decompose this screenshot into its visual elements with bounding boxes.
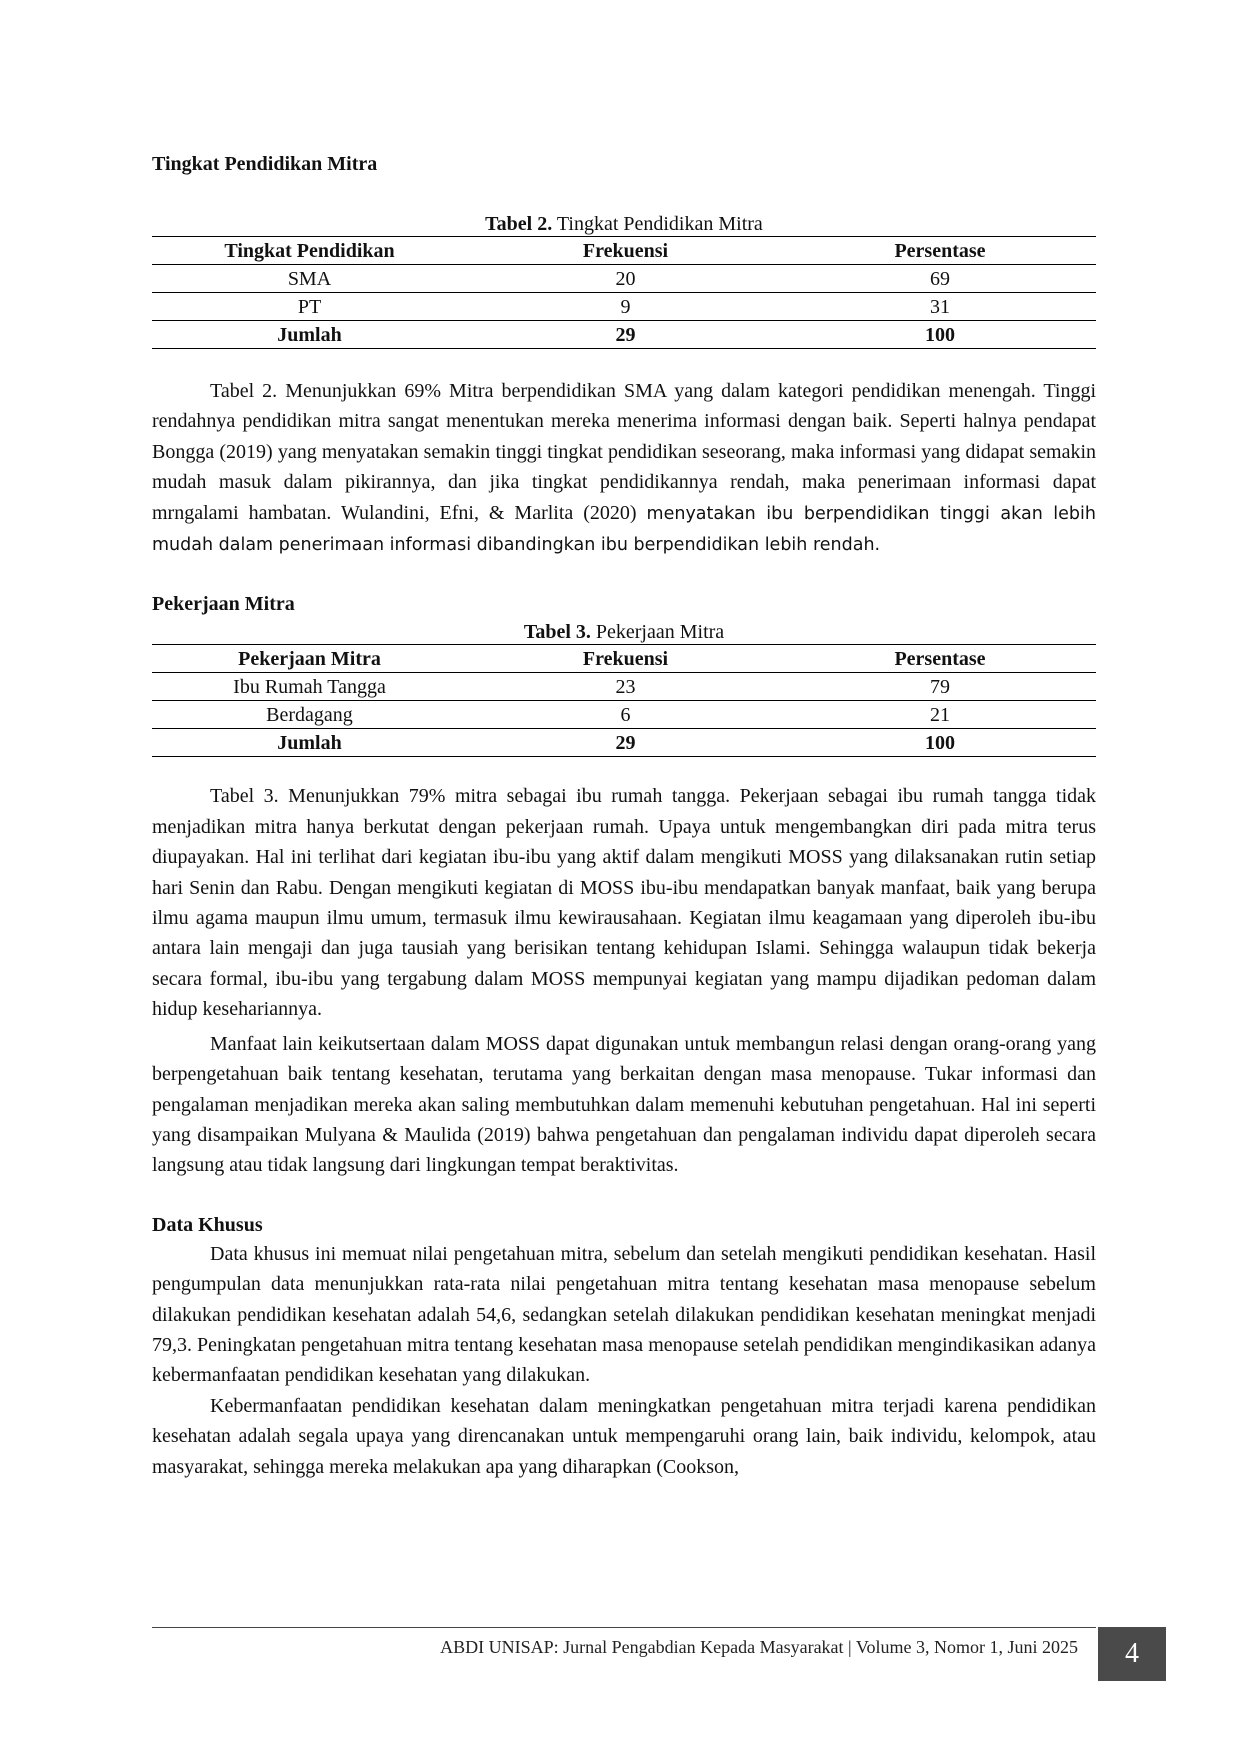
table-cell: 21 bbox=[930, 703, 950, 726]
table-cell: 29 bbox=[615, 323, 636, 346]
paragraph-special-data: Data khusus ini memuat nilai pengetahuan mitra, sebelum dan setelah mengikuti pendidikan kesehatan. Hasil pengumpulan data menunjukkan rata-rata nilai pengetahuan mitra tentang kesehatan masa menopause sebelum dilakukan pendidikan kesehatan adalah 54,6, sedangkan setelah dilakukan pendidikan kesehatan meningkat menjadi 79,3. Peningkatan pengetahuan mitra tentang kesehatan masa menopause setelah pendidikan mengindikasikan adanya kebermanfaatan pendidikan kesehatan yang dilakukan. bbox=[152, 1242, 1096, 1387]
table-cell: 100 bbox=[925, 323, 955, 346]
table3 bbox=[152, 644, 1096, 757]
table2-header-row bbox=[152, 237, 1096, 265]
table-header-cell: Frekuensi bbox=[582, 647, 669, 670]
section-heading-job: Pekerjaan Mitra bbox=[152, 593, 295, 616]
table-cell: 23 bbox=[615, 675, 636, 698]
table-cell: Berdagang bbox=[266, 703, 353, 726]
table2-block bbox=[152, 212, 1096, 349]
table-cell: PT bbox=[297, 295, 322, 318]
table-cell: 6 bbox=[620, 703, 631, 726]
footer-journal-info: ABDI UNISAP: Jurnal Pengabdian Kepada Masyarakat | Volume 3, Nomor 1, Juni 2025 bbox=[440, 1637, 1078, 1657]
table3-caption bbox=[152, 620, 1096, 644]
table-row bbox=[152, 673, 1096, 701]
table-row bbox=[152, 265, 1096, 293]
page-number-box: 4 bbox=[1098, 1627, 1166, 1681]
table-header-cell: Frekuensi bbox=[582, 239, 669, 262]
section-heading-education: Tingkat Pendidikan Mitra bbox=[152, 153, 378, 175]
table2-caption-label: Tabel 2. bbox=[485, 213, 553, 235]
table3-caption-label: Tabel 3. bbox=[523, 621, 591, 644]
page-content bbox=[152, 150, 1096, 1482]
table3-block bbox=[152, 620, 1096, 757]
table3-header-row bbox=[152, 645, 1096, 673]
paragraph-table2-discussion bbox=[152, 376, 1096, 560]
table-cell: Jumlah bbox=[277, 731, 342, 754]
paragraph-text: Tabel 2. Menunjukkan 69% Mitra berpendidikan SMA yang dalam kategori pendidikan menengah. Tinggi rendahnya pendidikan mitra sangat menentukan mereka menerima informasi dengan baik. Seperti halnya pendapat Bongga (2019) yang menyatakan semakin tinggi tingkat pendidikan seseorang, maka informasi yang didapat semakin mudah masuk dalam pikirannya, dan jika tingkat pendidikannya rendah, maka penerimaan informasi dapat mrngalami hambatan. Wulandini, Efni, & Marlita (2020) bbox=[152, 380, 1096, 524]
table-cell: 20 bbox=[615, 267, 636, 290]
paragraph-text-alt-font: menyatakan ibu berpendidikan tinggi akan lebih mudah dalam penerimaan informasi dibandingkan ibu berpendidikan lebih rendah. bbox=[152, 503, 1096, 556]
table2-caption bbox=[152, 212, 1096, 236]
table-cell: Jumlah bbox=[277, 323, 342, 346]
table-header-cell: Tingkat Pendidikan bbox=[224, 239, 395, 262]
table-cell: Ibu Rumah Tangga bbox=[233, 675, 386, 698]
table2-caption-text: Tingkat Pendidikan Mitra bbox=[552, 213, 763, 235]
table-cell: 9 bbox=[620, 295, 631, 318]
table-total-row bbox=[152, 321, 1096, 349]
table-cell: 79 bbox=[930, 675, 950, 698]
table-total-row bbox=[152, 729, 1096, 757]
footer-divider bbox=[152, 1627, 1096, 1628]
table-header-cell: Persentase bbox=[894, 647, 986, 670]
table-header-cell: Persentase bbox=[894, 239, 986, 262]
table3-caption-text: Pekerjaan Mitra bbox=[590, 621, 725, 644]
table-row bbox=[152, 293, 1096, 321]
paragraph-moss-benefit: Manfaat lain keikutsertaan dalam MOSS dapat digunakan untuk membangun relasi dengan orang-orang yang berpengetahuan baik tentang kesehatan, terutama yang berkaitan dengan masa menopause. Tukar informasi dan pengalaman menjadikan mereka akan saling membutuhkan dalam memenuhi kebutuhan pengetahuan. Hal ini seperti yang disampaikan Mulyana & Maulida (2019) bahwa pengetahuan dan pengalaman individu dapat diperoleh secara langsung atau tidak langsung dari lingkungan tempat beraktivitas. bbox=[152, 1032, 1096, 1177]
table-cell: 100 bbox=[925, 731, 955, 754]
table-cell: SMA bbox=[287, 267, 332, 290]
table-cell: 31 bbox=[930, 295, 950, 318]
paragraph-table3-discussion: Tabel 3. Menunjukkan 79% mitra sebagai ibu rumah tangga. Pekerjaan sebagai ibu rumah tangga tidak menjadikan mitra hanya berkutat dengan pekerjaan rumah. Upaya untuk mengembangkan diri pada mitra terus diupayakan. Hal ini terlihat dari kegiatan ibu-ibu yang aktif dalam mengikuti MOSS yang dilaksanakan rutin setiap hari Senin dan Rabu. Dengan mengikuti kegiatan di MOSS ibu-ibu mendapatkan banyak manfaat, baik yang berupa ilmu agama maupun ilmu umum, termasuk ilmu kewirausahaan. Kegiatan ilmu keagamaan yang diperoleh ibu-ibu antara lain mengaji dan juga tausiah yang berisikan tentang kehidupan Islami. Sehingga walaupun tidak bekerja secara formal, ibu-ibu yang tergabung dalam MOSS mempunyai kegiatan yang mampu dijadikan pedoman dalam hidup kesehariannya. bbox=[152, 785, 1096, 1021]
table-cell: 69 bbox=[930, 267, 950, 290]
table2 bbox=[152, 236, 1096, 349]
table-header-cell: Pekerjaan Mitra bbox=[238, 647, 381, 670]
section-heading-special-data: Data Khusus bbox=[152, 1213, 263, 1236]
table-cell: 29 bbox=[615, 731, 636, 754]
paragraph-health-education: Kebermanfaatan pendidikan kesehatan dalam meningkatkan pengetahuan mitra terjadi karena pendidikan kesehatan adalah segala upaya yang direncanakan untuk mempengaruhi orang lain, baik individu, kelompok, atau masyarakat, sehingga mereka melakukan apa yang diharapkan (Cookson, bbox=[152, 1394, 1096, 1478]
table-row bbox=[152, 701, 1096, 729]
